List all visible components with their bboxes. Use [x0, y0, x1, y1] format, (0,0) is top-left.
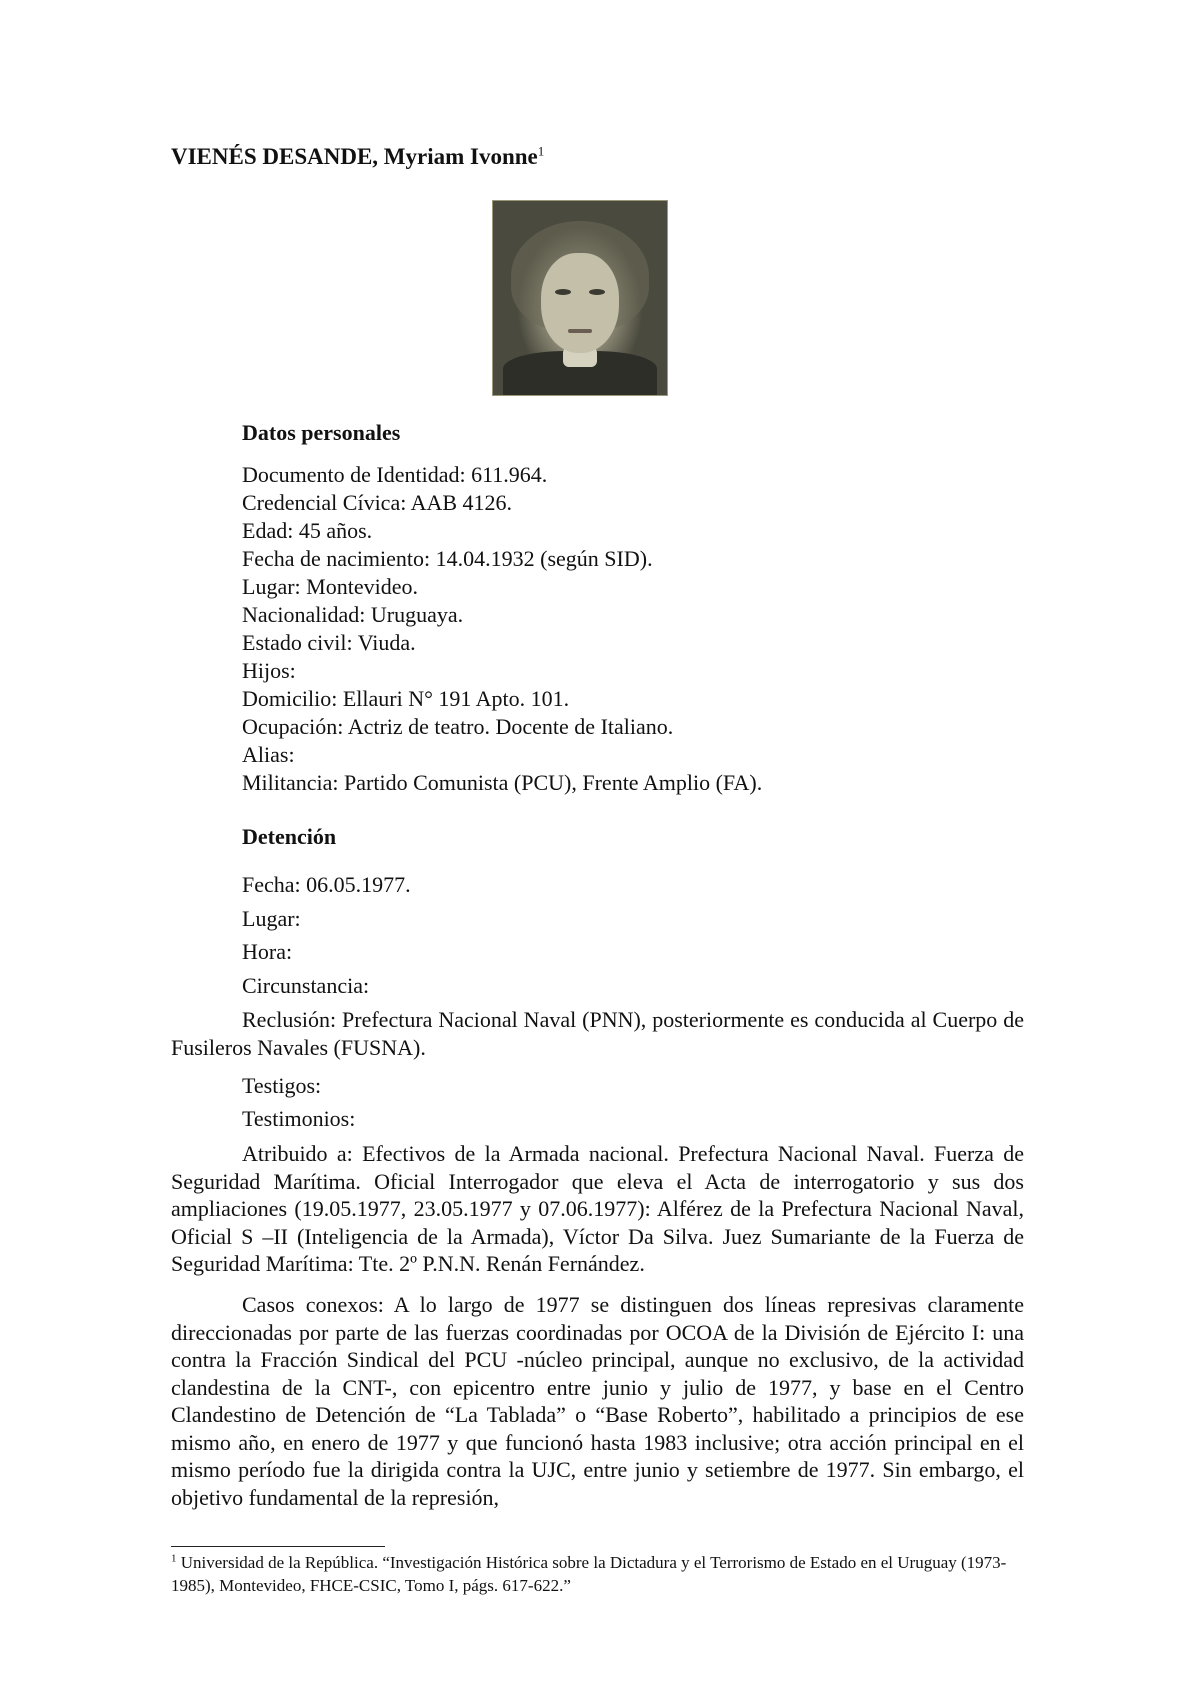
personal-line-civil-status: Estado civil: Viuda. [242, 630, 416, 655]
personal-line-militancy: Militancia: Partido Comunista (PCU), Frente Amplio (FA). [242, 770, 763, 795]
personal-line-place: Lugar: Montevideo. [242, 574, 418, 599]
detention-testimonies: Testimonios: [242, 1106, 356, 1131]
detention-witnesses: Testigos: [242, 1073, 322, 1098]
personal-line-document: Documento de Identidad: 611.964. [242, 462, 548, 487]
portrait-photo [492, 200, 668, 396]
footnote-reference[interactable]: 1 [537, 143, 545, 159]
footnote-text: Universidad de la República. “Investigación Histórica sobre la Dictadura y el Terrorismo de Estado en el Uruguay (1973-1985), Montevideo, FHCE-CSIC, Tomo I, págs. 617-622.” [171, 1553, 1007, 1595]
footnote-number: 1 [171, 1552, 177, 1565]
person-name: VIENÉS DESANDE, Myriam Ivonne [171, 144, 538, 169]
person-name-heading [171, 144, 544, 170]
footnote-divider [171, 1546, 385, 1547]
personal-line-nationality: Nacionalidad: Uruguaya. [242, 602, 464, 627]
detention-circumstance: Circunstancia: [242, 973, 370, 998]
personal-line-age: Edad: 45 años. [242, 518, 373, 543]
section-heading-detention: Detención [242, 824, 337, 849]
personal-line-credential: Credencial Cívica: AAB 4126. [242, 490, 513, 515]
detention-reclusion: Reclusión: Prefectura Nacional Naval (PNN), posteriormente es conducida al Cuerpo de Fusileros Navales (FUSNA). [171, 1007, 1024, 1060]
personal-line-alias: Alias: [242, 742, 295, 767]
personal-line-birthdate: Fecha de nacimiento: 14.04.1932 (según SID). [242, 546, 653, 571]
personal-line-children: Hijos: [242, 658, 296, 683]
detention-attributed: Atribuido a: Efectivos de la Armada nacional. Prefectura Nacional Naval. Fuerza de Seguridad Marítima. Oficial Interrogador que eleva el Acta de interrogatorio y sus dos ampliaciones (19.05.1977, 23.05.1977 y 07.06.1977): Alférez de la Prefectura Nacional Naval, Oficial S –II (Inteligencia de la Armada), Víctor Da Silva. Juez Sumariante de la Fuerza de Seguridad Marítima: Tte. 2º P.N.N. Renán Fernández. [171, 1141, 1024, 1276]
detention-place: Lugar: [242, 906, 301, 931]
personal-line-occupation: Ocupación: Actriz de teatro. Docente de Italiano. [242, 714, 674, 739]
detention-related-cases: Casos conexos: A lo largo de 1977 se distinguen dos líneas represivas claramente direccionadas por parte de las fuerzas coordinadas por OCOA de la División de Ejército I: una contra la Fracción Sindical del PCU -núcleo principal, aunque no exclusivo, de la actividad clandestina de la CNT-, con epicentro entre junio y julio de 1977, y base en el Centro Clandestino de Detención de “La Tablada” o “Base Roberto”, habilitado a principios de ese mismo año, en enero de 1977 y que funcionó hasta 1983 inclusive; otra acción principal en el mismo período fue la dirigida contra la UJC, entre junio y setiembre de 1977. Sin embargo, el objetivo fundamental de la represión, [171, 1292, 1024, 1510]
footnote [171, 1551, 1024, 1597]
section-heading-personal: Datos personales [242, 420, 401, 445]
detention-time: Hora: [242, 939, 293, 964]
detention-date: Fecha: 06.05.1977. [242, 872, 411, 897]
personal-line-address: Domicilio: Ellauri N° 191 Apto. 101. [242, 686, 570, 711]
